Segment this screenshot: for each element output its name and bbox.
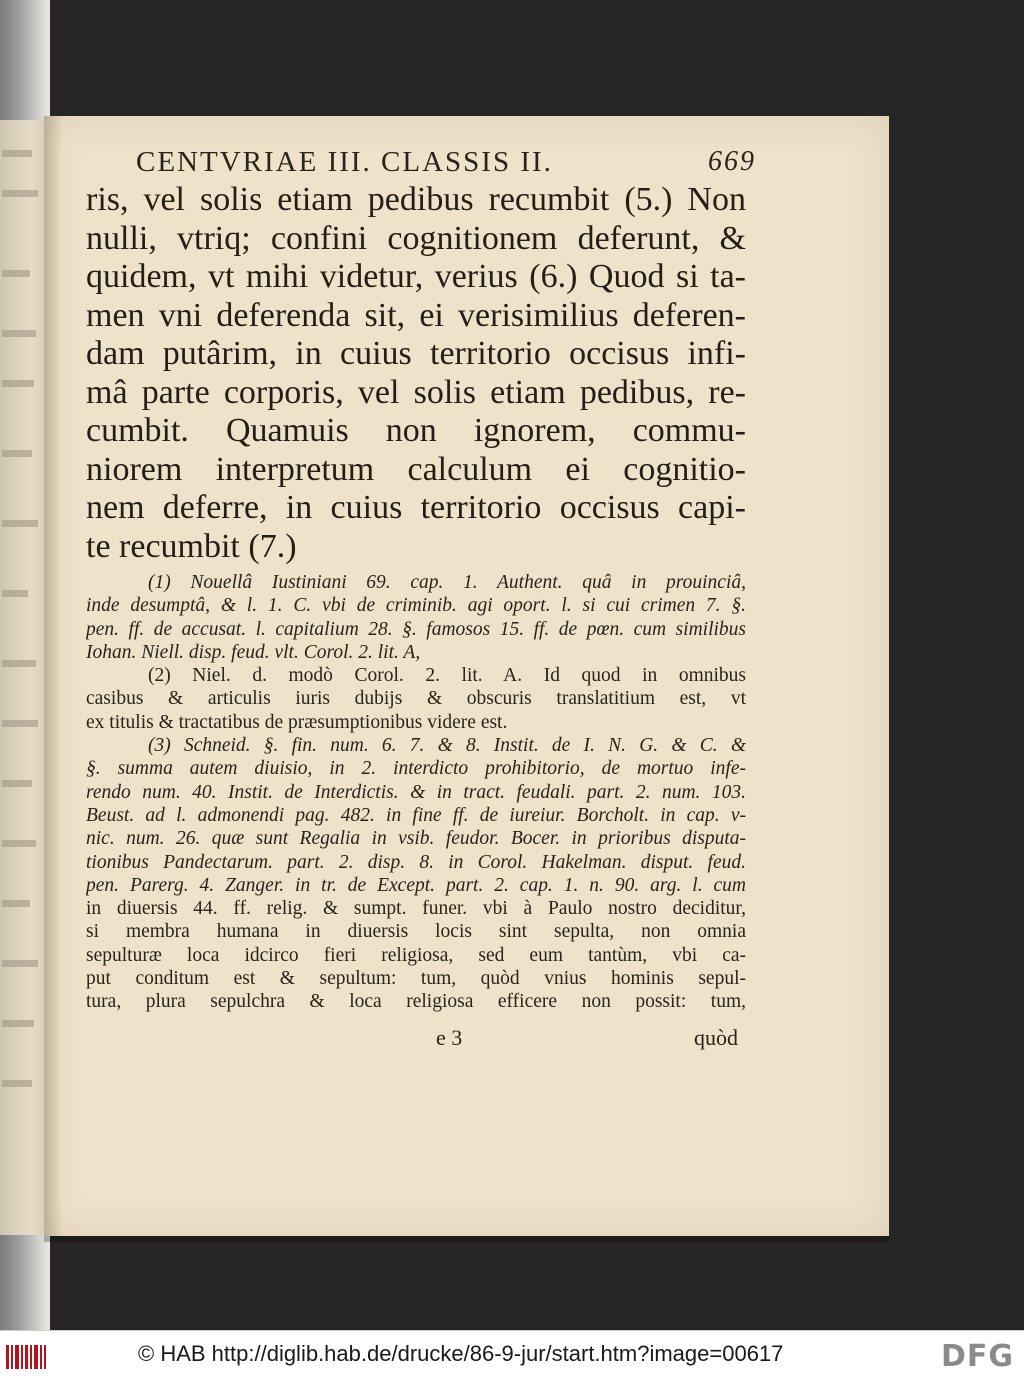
footnote-line: casibus & articulis iuris dubijs & obscuris translatitium est, vt [86, 688, 746, 710]
main-text-line: mâ parte corporis, vel solis etiam pedibus, re- [86, 373, 746, 411]
footnote-line: nic. num. 26. quæ sunt Regalia in vsib. feudor. Bocer. in prioribus disputa- [86, 828, 746, 850]
footnotes-block [86, 571, 746, 1014]
footnote-line: (2) Niel. d. modò Corol. 2. lit. A. Id quod in omnibus [148, 665, 746, 687]
footnote-line: (1) Nouellâ Iustiniani 69. cap. 1. Authent. quâ in prouinciâ, [148, 572, 746, 593]
footnote-line: in diuersis 44. ff. relig. & sumpt. funer. vbi à Paulo nostro deciditur, [86, 898, 746, 920]
main-text-line: dam putârim, in cuius territorio occisus infi- [86, 335, 746, 372]
running-head [136, 146, 756, 186]
barcode-icon [6, 1345, 46, 1369]
page-number: 669 [708, 146, 756, 177]
running-head-text: CENTVRIAE III. CLASSIS II. [136, 146, 553, 178]
footnote-line: ex titulis & tractatibus de præsumptionibus videre est. [86, 711, 508, 733]
dfg-logo: DFG [940, 1339, 1014, 1374]
copyright-link[interactable]: © HAB http://diglib.hab.de/drucke/86-9-jur/start.htm?image=00617 [138, 1341, 784, 1366]
main-text-line: ris, vel solis etiam pedibus recumbit (5.) Non [86, 181, 746, 218]
footnote-line: pen. Parerg. 4. Zanger. in tr. de Except. part. 2. cap. 1. n. 90. arg. l. cum [86, 874, 746, 896]
main-text-line: men vni deferenda sit, ei verisimilius deferen- [86, 296, 746, 334]
main-text-line: cumbit. Quamuis non ignorem, commu- [86, 412, 746, 449]
footnote-line: tura, plura sepulchra & loca religiosa efficere non possit: tum, [86, 991, 746, 1013]
footnote-line: (3) Schneid. §. fin. num. 6. 7. & 8. Instit. de I. N. G. & C. & [148, 735, 746, 757]
main-text-line: quidem, vt mihi videtur, verius (6.) Quod si ta- [86, 258, 746, 295]
footnote-line: Beust. ad l. admonendi pag. 482. in fine ff. de iureiur. Borcholt. in cap. v- [86, 804, 746, 826]
footnote-line: inde desumptâ, & l. 1. C. vbi de criminib. agi oport. l. si cui crimen 7. §. [86, 595, 746, 617]
footnote-line: si membra humana in diuersis locis sint sepulta, non omnia [86, 921, 746, 943]
footnote-line: rendo num. 40. Instit. de Interdictis. & in tract. feudali. part. 2. num. 103. [86, 781, 746, 803]
footnote-line: Iohan. Niell. disp. feud. vlt. Corol. 2. lit. A, [86, 641, 421, 663]
footnote-line: put conditum est & sepultum: tum, quòd vnius hominis sepul- [86, 968, 746, 990]
main-text-line: nulli, vtriq; confini cognitionem deferunt, & [86, 219, 746, 257]
page-shadow [44, 1236, 889, 1242]
signature-mark: e 3 [436, 1025, 463, 1050]
page-foot [86, 1025, 746, 1055]
footnote-line: §. summa autem diuisio, in 2. interdicto prohibitorio, de mortuo infe- [86, 758, 746, 780]
footnote-line: pen. ff. de accusat. l. capitalium 28. §. famosos 15. ff. de pœn. cum similibus [86, 618, 746, 640]
main-text-block [86, 181, 746, 566]
catchword: quòd [694, 1025, 738, 1050]
book-page [44, 116, 889, 1236]
main-text-line: nem deferre, in cuius territorio occisus capi- [86, 489, 746, 526]
viewer-footer [0, 1330, 1024, 1379]
previous-page-edge [0, 120, 45, 1235]
footnote-line: sepulturæ loca idcirco fieri religiosa, sed eum tantùm, vbi ca- [86, 944, 746, 966]
footnote-line: tionibus Pandectarum. part. 2. disp. 8. in Corol. Hakelman. disput. feud. [86, 851, 746, 873]
main-text-line: te recumbit (7.) [86, 527, 297, 565]
main-text-line: niorem interpretum calculum ei cognitio- [86, 450, 746, 488]
